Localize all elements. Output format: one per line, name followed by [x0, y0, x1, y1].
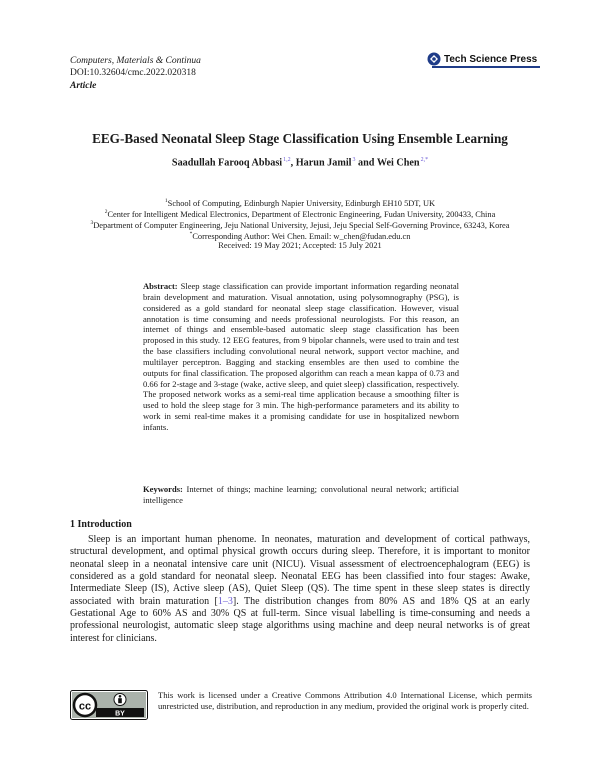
- article-type: Article: [70, 81, 97, 91]
- keywords-label: Keywords:: [143, 484, 183, 494]
- author-name: Harun Jamil: [295, 157, 352, 169]
- author-name: Saadullah Farooq Abbasi: [171, 157, 283, 169]
- paragraph-text: ]. The distribution changes from 80% AS and 18% QS at an early Gestational Age to 60% AS and 30% QS at full-term. Since visual labelling is time-consuming and needs a professional neurologist, automatic sleep stage algorithms using machine and deep neural networks is of great interest for clinicians.: [70, 595, 530, 644]
- author-list: [0, 157, 600, 168]
- tech-science-press-logo-icon: [427, 52, 441, 66]
- abstract-label: Abstract:: [143, 281, 178, 291]
- journal-name: Computers, Materials & Continua: [70, 56, 201, 66]
- publisher-rule: [432, 66, 540, 68]
- affiliation-marker: 3: [90, 220, 94, 226]
- affiliation-marker: *: [189, 231, 193, 237]
- author-name: Wei Chen: [376, 157, 420, 169]
- affiliation-text: Corresponding Author: Wei Chen. Email: w_chen@fudan.edu.cn: [192, 231, 411, 241]
- intro-paragraph: [70, 534, 530, 645]
- keywords-text: Internet of things; machine learning; convolutional neural network; artificial intelligence: [143, 484, 459, 505]
- abstract: [143, 281, 459, 433]
- paper-title: EEG-Based Neonatal Sleep Stage Classification Using Ensemble Learning: [92, 131, 508, 146]
- publisher-name: Tech Science Press: [444, 53, 538, 65]
- abstract-text: Sleep stage classification can provide important information regarding neonatal brain development and maturation. Visual annotation, using polysomnography (PSG), is considered as a gold standard for neonatal sleep stage classification. However, visual annotation is time consuming and needs professional neurologists. For this reason, an internet of things and ensemble-based automatic sleep stage classification has been proposed in this study. 12 EEG features, from 9 bipolar channels, were used to train and test the base classifiers including convolutional neural network, support vector machine, and multilayer perceptron. Bagging and stacking ensembles are then used to combine the outputs for final classification. The proposed algorithm can reach a mean kappa of 0.73 and 0.66 for 2-stage and 3-stage (wake, active sleep, and quiet sleep) classification, respectively. The proposed network works as a semi-real time application because a smoothing filter is used to hold the sleep stage for 3 min. The high-performance parameters and its ability to work in semi real-time makes it a promising candidate for use in hospitalized newborn infants.: [143, 281, 459, 432]
- author-separator: and: [355, 157, 377, 169]
- author-affiliation-marker[interactable]: 1,2: [283, 157, 291, 163]
- received-accepted-dates: Received: 19 May 2021; Accepted: 15 July 2021: [218, 241, 382, 250]
- by-badge-label: BY: [115, 710, 125, 718]
- paragraph-text: Sleep is an important human phenome. In neonates, maturation and development of cortical pathways, structural development, and optimal physical growth occurs during sleep. Therefore, it is important to monitor neonatal sleep in a neonatal intensive care unit (NICU). Visual assessment of electroencephalogram (EEG) is considered as a gold standard for neonatal sleep. Neonatal EEG has been classified into four stages: Awake, Intermediate Sleep (IS), Active sleep (AS), Quiet Sleep (QS). The time spent in these sleep states is directly associated with brain maturation [: [70, 534, 530, 607]
- citation-link[interactable]: 1–3: [217, 595, 233, 607]
- section-heading: 1 Introduction: [70, 519, 132, 530]
- keywords: [143, 484, 459, 506]
- author-affiliation-marker[interactable]: 2,*: [420, 157, 429, 163]
- affiliation-text: School of Computing, Edinburgh Napier University, Edinburgh EH10 5DT, UK: [167, 198, 436, 208]
- author-separator: ,: [290, 157, 296, 169]
- license-text: This work is licensed under a Creative Commons Attribution 4.0 International License, which permits unrestricted use, distribution, and reproduction in any medium, provided the original work is properly cited.: [158, 690, 532, 712]
- cc-badge-label: cc: [78, 700, 92, 713]
- affiliation-text: Center for Intelligent Medical Electronics, Department of Electronic Engineering, Fudan University, 200433, China: [107, 209, 496, 219]
- affiliation-marker: 1: [164, 198, 168, 204]
- license-footer: [70, 690, 532, 720]
- affiliation-marker: 2: [104, 209, 108, 215]
- doi[interactable]: DOI:10.32604/cmc.2022.020318: [70, 68, 196, 78]
- author-affiliation-marker[interactable]: 3: [352, 157, 356, 163]
- affiliation-text: Department of Computer Engineering, Jeju National University, Jejusi, Jeju Special Self-Governing Province, 63243, Korea: [93, 220, 510, 230]
- publisher-brand: [427, 52, 537, 66]
- cc-by-license-icon[interactable]: [70, 690, 148, 720]
